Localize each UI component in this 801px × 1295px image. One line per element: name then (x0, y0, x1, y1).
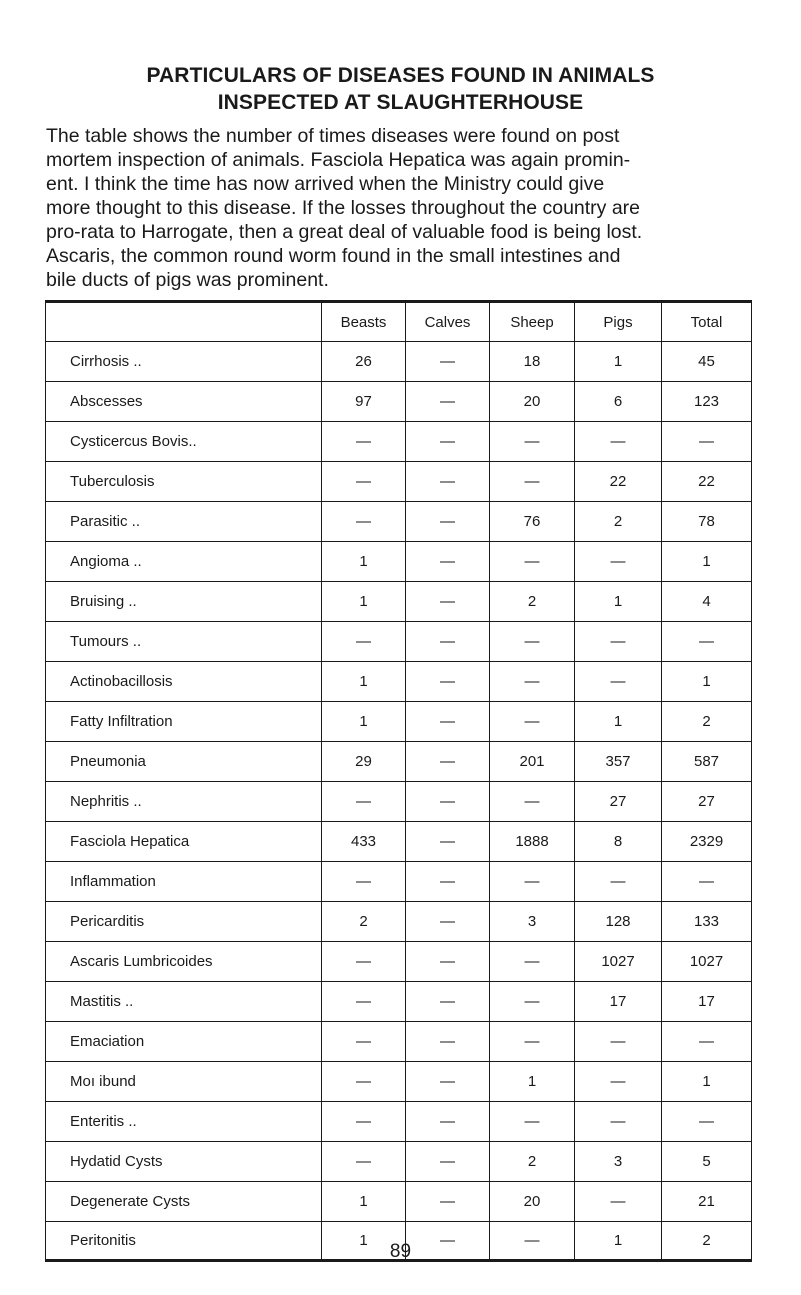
table-row (46, 502, 752, 542)
cell-beasts: 2 (322, 902, 406, 942)
disease-name-cell (46, 502, 322, 542)
cell-pigs: 17 (575, 982, 662, 1022)
table-row (46, 742, 752, 782)
disease-name-cell (46, 582, 322, 622)
table-body (46, 342, 752, 1261)
cell-pigs: 27 (575, 782, 662, 822)
cell-total: 22 (662, 462, 752, 502)
cell-pigs: — (575, 662, 662, 702)
disease-name-cell (46, 1062, 322, 1102)
disease-name-cell (46, 342, 322, 382)
cell-calves: — (406, 902, 490, 942)
disease-name-cell (46, 902, 322, 942)
cell-sheep: 2 (490, 1142, 575, 1182)
cell-pigs: 3 (575, 1142, 662, 1182)
cell-calves: — (406, 702, 490, 742)
cell-pigs: — (575, 1182, 662, 1222)
disease-name-cell (46, 422, 322, 462)
cell-sheep: 1 (490, 1062, 575, 1102)
cell-sheep: — (490, 662, 575, 702)
cell-total: 17 (662, 982, 752, 1022)
cell-total: 78 (662, 502, 752, 542)
paragraph-line: pro-rata to Harrogate, then a great deal of valuable food is being lost. (46, 221, 643, 243)
cell-beasts: 1 (322, 1222, 406, 1261)
cell-beasts: — (322, 502, 406, 542)
cell-pigs: 8 (575, 822, 662, 862)
table-row (46, 1062, 752, 1102)
disease-name: Hydatid Cysts (70, 1153, 163, 1170)
disease-name: Abscesses (70, 393, 143, 410)
cell-calves: — (406, 782, 490, 822)
cell-calves: — (406, 862, 490, 902)
cell-calves: — (406, 1182, 490, 1222)
cell-beasts: — (322, 622, 406, 662)
cell-total: 587 (662, 742, 752, 782)
cell-sheep: — (490, 422, 575, 462)
cell-pigs: 22 (575, 462, 662, 502)
title-line-2: INSPECTED AT SLAUGHTERHOUSE (217, 91, 584, 114)
cell-calves: — (406, 422, 490, 462)
cell-sheep: — (490, 982, 575, 1022)
cell-total: 123 (662, 382, 752, 422)
cell-pigs: — (575, 622, 662, 662)
cell-pigs: — (575, 862, 662, 902)
table-row (46, 422, 752, 462)
cell-total: — (662, 1102, 752, 1142)
disease-name: Inflammation (70, 873, 156, 890)
paragraph-line: The table shows the number of times diseases were found on post (46, 125, 620, 147)
cell-pigs: 6 (575, 382, 662, 422)
cell-pigs: 1 (575, 582, 662, 622)
cell-beasts: 1 (322, 542, 406, 582)
header-disease (46, 302, 322, 342)
cell-beasts: — (322, 462, 406, 502)
paragraph-line: more thought to this disease. If the losses throughout the country are (46, 197, 641, 219)
cell-sheep: 1888 (490, 822, 575, 862)
cell-total: 1 (662, 662, 752, 702)
table-row (46, 822, 752, 862)
cell-total: 1 (662, 542, 752, 582)
cell-sheep: — (490, 1022, 575, 1062)
cell-sheep: 2 (490, 582, 575, 622)
cell-calves: — (406, 582, 490, 622)
cell-sheep: — (490, 942, 575, 982)
cell-sheep: — (490, 622, 575, 662)
paragraph-line: Ascaris, the common round worm found in the small intestines and (46, 245, 621, 267)
cell-beasts: 97 (322, 382, 406, 422)
cell-calves: — (406, 742, 490, 782)
cell-calves: — (406, 382, 490, 422)
cell-pigs: — (575, 1102, 662, 1142)
cell-calves: — (406, 1022, 490, 1062)
table-row (46, 942, 752, 982)
page-title (0, 0, 801, 116)
cell-sheep: — (490, 1222, 575, 1261)
cell-pigs: 357 (575, 742, 662, 782)
cell-sheep: — (490, 462, 575, 502)
disease-name-cell (46, 542, 322, 582)
table-row (46, 462, 752, 502)
cell-calves: — (406, 622, 490, 662)
cell-total: 1 (662, 1062, 752, 1102)
cell-sheep: — (490, 542, 575, 582)
cell-total: — (662, 862, 752, 902)
cell-total: 2329 (662, 822, 752, 862)
table-row (46, 342, 752, 382)
cell-sheep: — (490, 702, 575, 742)
cell-sheep: 201 (490, 742, 575, 782)
cell-calves: — (406, 1062, 490, 1102)
disease-name-cell (46, 1142, 322, 1182)
disease-name-cell (46, 862, 322, 902)
cell-total: 45 (662, 342, 752, 382)
disease-name: Cirrhosis .. (70, 353, 142, 370)
cell-beasts: — (322, 942, 406, 982)
cell-beasts: 1 (322, 582, 406, 622)
disease-name: Enteritis .. (70, 1113, 137, 1130)
cell-calves: — (406, 462, 490, 502)
header-calves: Calves (406, 302, 490, 342)
cell-beasts: 1 (322, 1182, 406, 1222)
disease-name: Tuberculosis (70, 473, 155, 490)
table-row (46, 702, 752, 742)
header-sheep: Sheep (490, 302, 575, 342)
diseases-table (45, 300, 752, 1262)
cell-beasts: — (322, 1062, 406, 1102)
header-pigs: Pigs (575, 302, 662, 342)
table-row (46, 542, 752, 582)
cell-beasts: — (322, 1022, 406, 1062)
cell-beasts: 1 (322, 662, 406, 702)
cell-sheep: 20 (490, 382, 575, 422)
cell-pigs: 1 (575, 1222, 662, 1261)
cell-total: — (662, 1022, 752, 1062)
disease-name-cell (46, 622, 322, 662)
table-row (46, 1182, 752, 1222)
cell-total: 5 (662, 1142, 752, 1182)
disease-name: Bruising .. (70, 593, 137, 610)
cell-total: 21 (662, 1182, 752, 1222)
cell-calves: — (406, 1222, 490, 1261)
cell-beasts: — (322, 422, 406, 462)
cell-beasts: — (322, 982, 406, 1022)
table-row (46, 662, 752, 702)
disease-name: Mastitis .. (70, 993, 134, 1010)
cell-total: — (662, 422, 752, 462)
cell-total: 2 (662, 702, 752, 742)
cell-beasts: — (322, 1102, 406, 1142)
table-row (46, 782, 752, 822)
cell-total: 1027 (662, 942, 752, 982)
cell-sheep: 18 (490, 342, 575, 382)
disease-name-cell (46, 382, 322, 422)
disease-name: Fasciola Hepatica (70, 833, 190, 850)
disease-name: Peritonitis (70, 1232, 136, 1249)
disease-name: Ascaris Lumbricoides (70, 953, 213, 970)
disease-name: Tumours .. (70, 633, 142, 650)
disease-name-cell (46, 702, 322, 742)
cell-beasts: 1 (322, 702, 406, 742)
paragraph-line: mortem inspection of animals. Fasciola Hepatica was again promin- (46, 149, 631, 171)
intro-paragraph (46, 124, 766, 292)
cell-sheep: — (490, 862, 575, 902)
cell-calves: — (406, 1142, 490, 1182)
cell-pigs: — (575, 1062, 662, 1102)
cell-sheep: — (490, 1102, 575, 1142)
paragraph-line: ent. I think the time has now arrived when the Ministry could give (46, 173, 605, 195)
cell-pigs: — (575, 542, 662, 582)
disease-name: Angioma .. (70, 553, 142, 570)
cell-calves: — (406, 822, 490, 862)
cell-pigs: — (575, 422, 662, 462)
cell-sheep: — (490, 782, 575, 822)
disease-name: Fatty Infiltration (70, 713, 173, 730)
cell-beasts: — (322, 862, 406, 902)
cell-sheep: 3 (490, 902, 575, 942)
cell-sheep: 76 (490, 502, 575, 542)
header-total: Total (662, 302, 752, 342)
cell-total: 2 (662, 1222, 752, 1261)
disease-name: Pneumonia (70, 753, 146, 770)
table-row (46, 862, 752, 902)
disease-name-cell (46, 942, 322, 982)
cell-beasts: 433 (322, 822, 406, 862)
cell-beasts: — (322, 782, 406, 822)
cell-calves: — (406, 542, 490, 582)
cell-total: 4 (662, 582, 752, 622)
cell-pigs: 1027 (575, 942, 662, 982)
disease-name: Degenerate Cysts (70, 1193, 191, 1210)
disease-name-cell (46, 782, 322, 822)
cell-pigs: 1 (575, 702, 662, 742)
table-row (46, 1022, 752, 1062)
disease-name-cell (46, 1022, 322, 1062)
disease-name-cell (46, 462, 322, 502)
cell-beasts: — (322, 1142, 406, 1182)
cell-sheep: 20 (490, 1182, 575, 1222)
disease-name-cell (46, 1182, 322, 1222)
disease-name: Nephritis .. (70, 793, 142, 810)
cell-pigs: 128 (575, 902, 662, 942)
cell-pigs: 2 (575, 502, 662, 542)
cell-beasts: 29 (322, 742, 406, 782)
cell-total: 133 (662, 902, 752, 942)
cell-calves: — (406, 1102, 490, 1142)
table-row (46, 622, 752, 662)
paragraph-line: bile ducts of pigs was prominent. (46, 269, 329, 291)
cell-beasts: 26 (322, 342, 406, 382)
disease-name-cell (46, 1102, 322, 1142)
cell-calves: — (406, 662, 490, 702)
cell-calves: — (406, 942, 490, 982)
table-row (46, 1102, 752, 1142)
cell-total: 27 (662, 782, 752, 822)
cell-pigs: — (575, 1022, 662, 1062)
cell-pigs: 1 (575, 342, 662, 382)
table-row (46, 982, 752, 1022)
header-beasts: Beasts (322, 302, 406, 342)
table-header-row (46, 302, 752, 342)
disease-name-cell (46, 982, 322, 1022)
disease-name-cell (46, 742, 322, 782)
cell-total: — (662, 622, 752, 662)
table-row (46, 902, 752, 942)
disease-name-cell (46, 662, 322, 702)
table-row (46, 582, 752, 622)
disease-name: Emaciation (70, 1033, 145, 1050)
page-number: 89 (389, 1241, 412, 1262)
disease-name: Moı ibund (70, 1073, 136, 1090)
cell-calves: — (406, 342, 490, 382)
title-line-1: PARTICULARS OF DISEASES FOUND IN ANIMALS (146, 64, 655, 87)
disease-name: Parasitic .. (70, 513, 141, 530)
disease-name: Pericarditis (70, 913, 145, 930)
disease-name: Actinobacillosis (70, 673, 173, 690)
cell-calves: — (406, 982, 490, 1022)
disease-name-cell (46, 822, 322, 862)
table-row (46, 382, 752, 422)
cell-calves: — (406, 502, 490, 542)
table-row (46, 1142, 752, 1182)
disease-name: Cysticercus Bovis.. (70, 433, 197, 450)
